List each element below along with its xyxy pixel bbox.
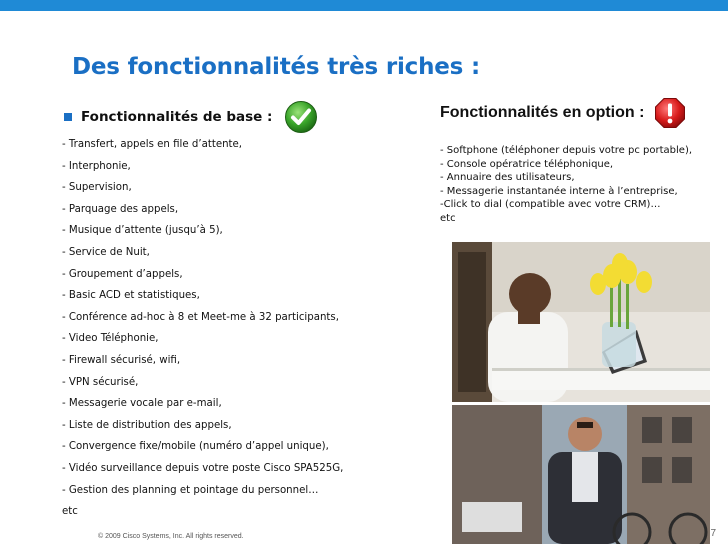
list-item: - Video Téléphonie, bbox=[62, 333, 159, 345]
top-accent-bar bbox=[0, 0, 728, 11]
copyright-footer: © 2009 Cisco Systems, Inc. All rights reserved. bbox=[98, 533, 244, 540]
option-features-label: Fonctionnalités en option : bbox=[440, 104, 645, 121]
list-item: - VPN sécurisé, bbox=[62, 376, 139, 388]
list-item: - Parquage des appels, bbox=[62, 203, 179, 215]
base-features-section bbox=[62, 100, 422, 523]
list-item: - Messagerie instantanée interne à l’entreprise, bbox=[440, 185, 678, 197]
base-features-list bbox=[62, 134, 422, 523]
list-item: - Basic ACD et statistiques, bbox=[62, 290, 200, 302]
business-people-photo bbox=[452, 242, 710, 544]
list-item: - Annuaire des utilisateurs, bbox=[440, 172, 575, 184]
option-features-list bbox=[440, 144, 720, 226]
checkmark-icon bbox=[284, 100, 318, 134]
list-item: - Convergence fixe/mobile (numéro d’appel unique), bbox=[62, 441, 329, 453]
list-item: - Firewall sécurisé, wifi, bbox=[62, 354, 181, 366]
list-item: - Musique d’attente (jusqu’à 5), bbox=[62, 225, 223, 237]
list-item: -Click to dial (compatible avec votre CRM)… bbox=[440, 199, 661, 211]
list-item: - Console opératrice téléphonique, bbox=[440, 158, 614, 170]
exclamation-icon bbox=[654, 97, 686, 129]
list-item: - Softphone (téléphoner depuis votre pc portable), bbox=[440, 145, 693, 156]
square-bullet-icon bbox=[64, 113, 72, 121]
list-item: - Messagerie vocale par e-mail, bbox=[62, 398, 222, 410]
list-item: - Conférence ad-hoc à 8 et Meet-me à 32 participants, bbox=[62, 311, 339, 323]
page-number: 7 bbox=[710, 528, 716, 539]
list-item: - Transfert, appels en file d’attente, bbox=[62, 139, 243, 150]
slide-title: Des fonctionnalités très riches : bbox=[72, 54, 480, 80]
list-item: - Gestion des planning et pointage du personnel… bbox=[62, 484, 319, 496]
list-item: - Groupement d’appels, bbox=[62, 268, 183, 280]
list-item: - Vidéo surveillance depuis votre poste Cisco SPA525G, bbox=[62, 462, 344, 474]
list-item: - Interphonie, bbox=[62, 160, 131, 172]
option-features-section bbox=[440, 96, 720, 226]
base-features-label: Fonctionnalités de base : bbox=[81, 109, 273, 125]
option-features-heading bbox=[440, 96, 720, 130]
list-item: etc bbox=[62, 506, 78, 518]
list-item: etc bbox=[440, 212, 456, 224]
base-features-heading bbox=[62, 100, 422, 134]
list-item: - Liste de distribution des appels, bbox=[62, 419, 232, 431]
list-item: - Service de Nuit, bbox=[62, 246, 150, 258]
list-item: - Supervision, bbox=[62, 182, 132, 194]
